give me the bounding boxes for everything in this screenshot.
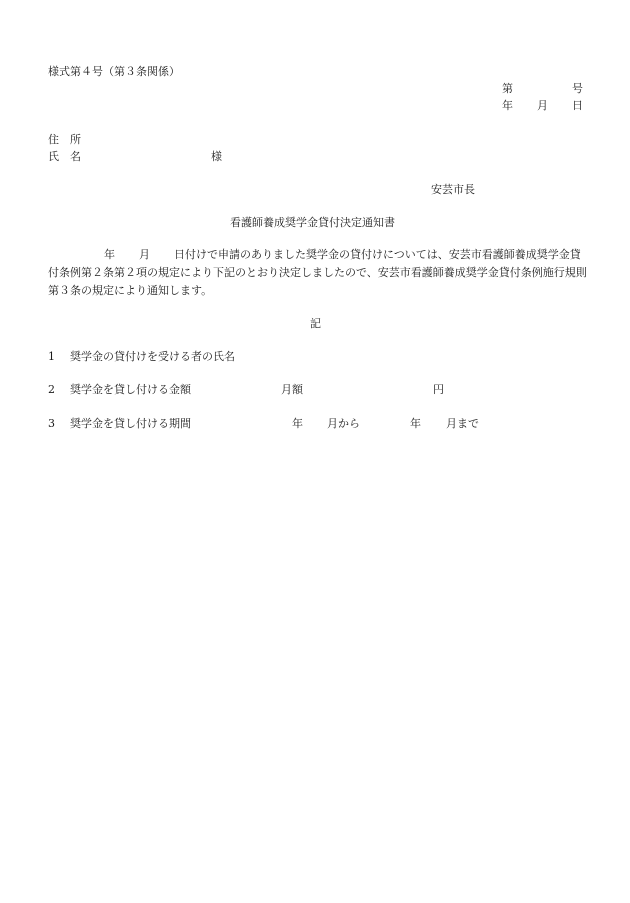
- honorific: 様: [211, 150, 222, 163]
- item-3-number: 3: [48, 417, 55, 430]
- body-text: 日付けで申請のありました奨学金の貸付けについては、安芸市看護師養成奨学金貸付条例第２条第２項の規定により下記のとおり決定しましたので、安芸市看護師養成奨学金貸付条例施行規則第３条の規定により通知します。: [48, 248, 587, 297]
- item-2-monthly: 月額: [281, 383, 303, 396]
- date-day: 日: [572, 99, 583, 112]
- body-month: 月: [139, 248, 150, 261]
- item-3-until: 月まで: [446, 417, 479, 430]
- item-2-yen: 円: [433, 383, 444, 396]
- item-2-label: 奨学金を貸し付ける金額: [70, 383, 191, 396]
- body-paragraph: [48, 246, 588, 300]
- item-2-number: 2: [48, 383, 55, 396]
- item-1-label: 奨学金の貸付けを受ける者の氏名: [70, 350, 235, 363]
- body-year: 年: [104, 248, 115, 261]
- date-month: 月: [537, 99, 548, 112]
- ki-heading: 記: [310, 317, 321, 330]
- doc-number-go: 号: [572, 82, 583, 95]
- item-3-label: 奨学金を貸し付ける期間: [70, 417, 191, 430]
- name-label: 氏 名: [48, 150, 81, 163]
- form-number: 様式第４号（第３条関係）: [48, 65, 180, 78]
- issuer: 安芸市長: [431, 183, 475, 196]
- doc-number-dai: 第: [502, 82, 513, 95]
- date-year: 年: [502, 99, 513, 112]
- item-3-year-from: 年: [292, 417, 303, 430]
- item-3-year-until: 年: [410, 417, 421, 430]
- item-3-from: 月から: [327, 417, 360, 430]
- item-1-number: 1: [48, 350, 55, 363]
- address-label: 住 所: [48, 133, 81, 146]
- document-title: 看護師養成奨学金貸付決定通知書: [230, 216, 395, 229]
